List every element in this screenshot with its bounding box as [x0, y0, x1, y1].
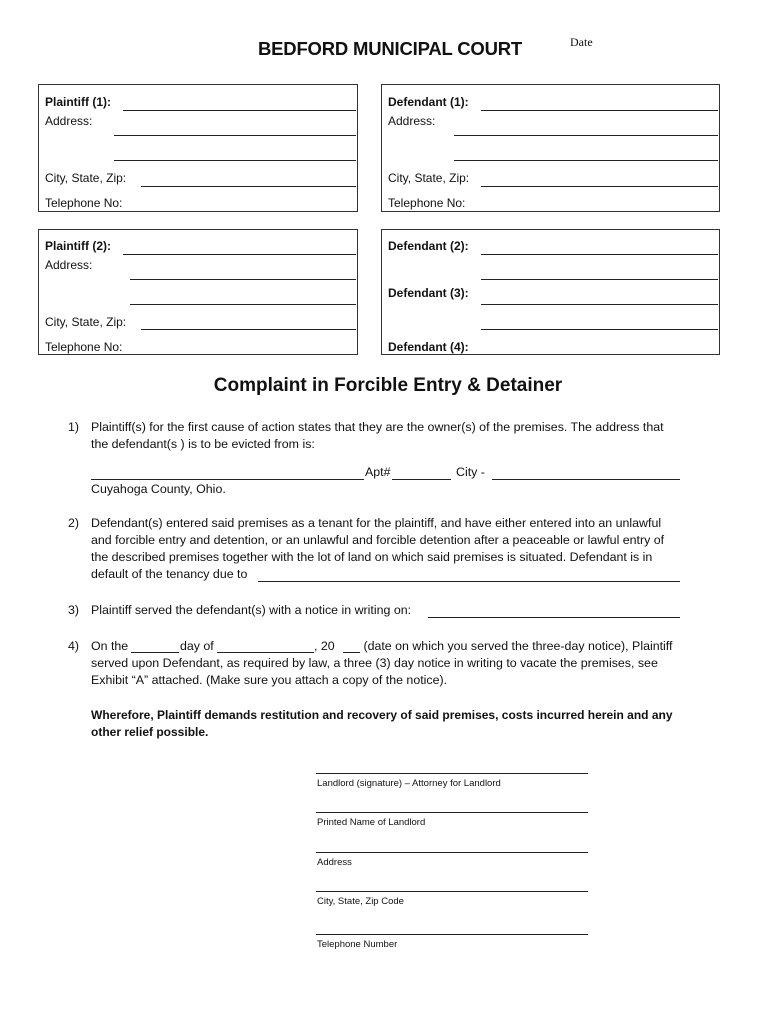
item1-line2: the defendant(s ) is to be evicted from is:: [91, 437, 315, 451]
item2-number: 2): [68, 516, 80, 530]
plaintiff1-city-field[interactable]: [141, 186, 356, 187]
defendant1-city-label: City, State, Zip:: [388, 171, 470, 185]
defendant1-city-field[interactable]: [481, 186, 718, 187]
plaintiff1-city-label: City, State, Zip:: [45, 171, 127, 185]
complaint-title: Complaint in Forcible Entry & Detainer: [213, 375, 563, 396]
item4-year-field[interactable]: [343, 652, 360, 653]
item4-line3: Exhibit “A” attached. (Make sure you attach a copy of the notice).: [91, 673, 448, 687]
item4-number: 4): [68, 639, 80, 653]
plaintiff2-label: Plaintiff (2):: [45, 239, 111, 253]
landlord-address-label: Address: [317, 857, 352, 868]
item3-number: 3): [68, 603, 80, 617]
landlord-city-field[interactable]: [316, 891, 588, 892]
plaintiff2-phone-label: Telephone No:: [45, 340, 123, 354]
item2-line4: default of the tenancy due to: [91, 567, 248, 581]
plaintiff2-address-label: Address:: [45, 258, 93, 272]
printed-name-field[interactable]: [316, 812, 588, 813]
plaintiff1-phone-label: Telephone No:: [45, 196, 123, 210]
item2-default-field[interactable]: [258, 581, 680, 582]
item2-line2: and forcible entry and detention, or an unlawful and forcible detention after a peaceable or lawful entry of: [91, 533, 665, 547]
wherefore-line1: Wherefore, Plaintiff demands restitution and recovery of said premises, costs incurred herein and any: [91, 708, 673, 722]
defendant3-field-1[interactable]: [481, 304, 718, 305]
item4-month-field[interactable]: [217, 652, 314, 653]
item3-line1: Plaintiff served the defendant(s) with a notice in writing on:: [91, 603, 412, 617]
court-title: BEDFORD MUNICIPAL COURT: [258, 38, 522, 59]
wherefore-line2: other relief possible.: [91, 725, 209, 739]
item4-day-of: day of: [180, 639, 214, 653]
item4-year-prefix: , 20: [314, 639, 335, 653]
plaintiff1-address-label: Address:: [45, 114, 93, 128]
landlord-signature-label: Landlord (signature) – Attorney for Landlord: [317, 778, 501, 789]
landlord-city-label: City, State, Zip Code: [317, 896, 404, 907]
item4-line1-rest: (date on which you served the three-day notice), Plaintiff: [360, 639, 673, 653]
item1-apt-field[interactable]: [392, 479, 451, 480]
defendant2-field-1[interactable]: [481, 254, 718, 255]
item1-address-field[interactable]: [91, 479, 364, 480]
item1-county: Cuyahoga County, Ohio.: [91, 482, 226, 496]
plaintiff1-label: Plaintiff (1):: [45, 95, 111, 109]
defendant1-address-field-1[interactable]: [454, 135, 718, 136]
item1-city-label: City -: [456, 465, 485, 479]
item2-line3: the described premises together with the lot of land on which said premises is situated. Defendant is in: [91, 550, 653, 564]
defendant1-address-label: Address:: [388, 114, 436, 128]
date-label: Date: [570, 35, 593, 49]
item4-day-field[interactable]: [131, 652, 179, 653]
defendant3-field-2[interactable]: [481, 329, 718, 330]
item4-line2: served upon Defendant, as required by law, a three (3) day notice in writing to vacate the premises, see: [91, 656, 658, 670]
item1-city-field[interactable]: [492, 479, 680, 480]
plaintiff1-address-field-1[interactable]: [114, 135, 356, 136]
defendant3-label: Defendant (3):: [388, 286, 469, 300]
defendant2-field-2[interactable]: [481, 279, 718, 280]
item2-line1: Defendant(s) entered said premises as a tenant for the plaintiff, and have either entered into an unlawful: [91, 516, 662, 530]
item1-apt-label: Apt#: [365, 465, 391, 479]
plaintiff1-name-field[interactable]: [123, 110, 356, 111]
defendant2-label: Defendant (2):: [388, 239, 469, 253]
item4-on-the: On the: [91, 639, 129, 653]
landlord-phone-field[interactable]: [316, 934, 588, 935]
plaintiff2-address-field-1[interactable]: [130, 279, 356, 280]
landlord-signature-field[interactable]: [316, 773, 588, 774]
defendant1-phone-label: Telephone No:: [388, 196, 466, 210]
landlord-phone-label: Telephone Number: [317, 939, 398, 950]
plaintiff2-name-field[interactable]: [123, 254, 356, 255]
item1-line1: Plaintiff(s) for the first cause of action states that they are the owner(s) of the premises. The address that: [91, 420, 664, 434]
printed-name-label: Printed Name of Landlord: [317, 817, 426, 828]
defendant1-label: Defendant (1):: [388, 95, 469, 109]
plaintiff2-city-label: City, State, Zip:: [45, 315, 127, 329]
plaintiff1-address-field-2[interactable]: [114, 160, 356, 161]
item1-number: 1): [68, 420, 80, 434]
defendant4-label: Defendant (4):: [388, 340, 469, 354]
item3-date-field[interactable]: [428, 617, 680, 618]
plaintiff2-address-field-2[interactable]: [130, 304, 356, 305]
defendant1-address-field-2[interactable]: [454, 160, 718, 161]
plaintiff2-city-field[interactable]: [141, 329, 356, 330]
defendant1-name-field[interactable]: [481, 110, 718, 111]
landlord-address-field[interactable]: [316, 852, 588, 853]
